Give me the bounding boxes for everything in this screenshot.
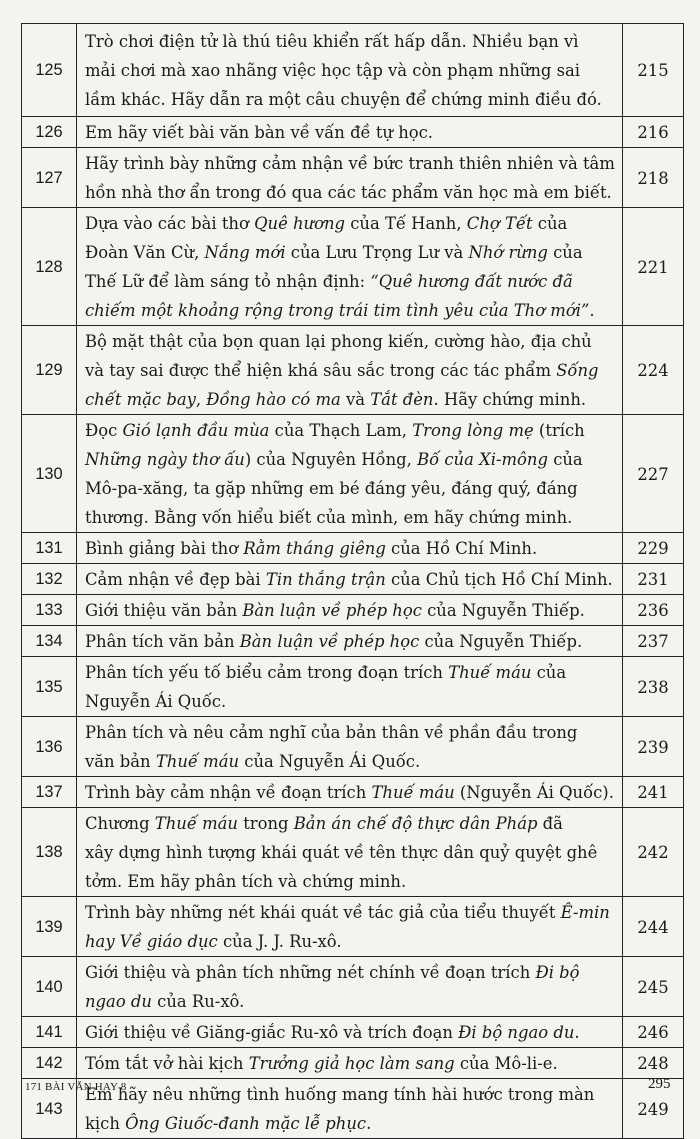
work-title-italic: Bàn luận về phép học — [242, 601, 422, 620]
title-text: và — [340, 390, 371, 409]
toc-title-line — [85, 1018, 614, 1047]
toc-title — [77, 808, 623, 897]
work-title-italic: Thuế máu — [448, 663, 532, 682]
toc-title-line — [85, 267, 614, 296]
toc-row — [22, 208, 684, 326]
title-text: mải chơi mà xao nhãng việc học tập và còn phạm những sai — [85, 61, 581, 80]
work-title-italic: Nhớ rừng — [468, 243, 548, 262]
title-text: của Chủ tịch Hồ Chí Minh. — [385, 570, 613, 589]
title-text: Bộ mặt thật của bọn quan lại phong kiến, cường hào, địa chủ — [85, 332, 592, 351]
toc-number: 131 — [22, 533, 77, 564]
toc-page-number: 221 — [623, 208, 684, 326]
title-text: của Hồ Chí Minh. — [385, 539, 538, 558]
toc-number: 138 — [22, 808, 77, 897]
title-text: Bình giảng bài thơ — [85, 539, 244, 558]
work-title-italic: Tắt đèn — [370, 390, 434, 409]
toc-number: 129 — [22, 326, 77, 415]
toc-page-number: 241 — [623, 777, 684, 808]
toc-title — [77, 24, 623, 117]
toc-title-line — [85, 178, 614, 207]
toc-page-number: 249 — [623, 1079, 684, 1139]
toc-title-line — [85, 565, 614, 594]
title-text: Phân tích và nêu cảm nghĩ của bản thân về phần đầu trong — [85, 723, 578, 742]
work-title-italic: Thuế máu — [154, 814, 238, 833]
toc-title — [77, 415, 623, 533]
work-title-italic: Đi bộ ngao du — [458, 1023, 575, 1042]
toc-page-number: 224 — [623, 326, 684, 415]
title-text: của Nguyễn Ái Quốc. — [239, 752, 421, 771]
title-text: Giới thiệu và phân tích những nét chính về đoạn trích — [85, 963, 536, 982]
title-text: Trình bày cảm nhận về đoạn trích — [85, 783, 372, 802]
title-text: . — [366, 1114, 372, 1133]
title-text: (Nguyễn Ái Quốc). — [454, 783, 614, 802]
title-text: (trích — [533, 421, 585, 440]
toc-row — [22, 326, 684, 415]
toc-title — [77, 717, 623, 777]
work-title-italic: Bàn luận về phép học — [239, 632, 420, 651]
toc-number: 143 — [22, 1079, 77, 1139]
toc-page-number: 244 — [623, 897, 684, 957]
toc-row — [22, 533, 684, 564]
work-title-italic: Bản án chế độ thực dân Pháp — [293, 814, 538, 833]
toc-title-line — [85, 118, 614, 147]
page-number: 295 — [648, 1076, 671, 1092]
toc-title-line — [85, 1080, 614, 1109]
title-text: và tay sai được thể hiện khá sâu sắc trong các tác phẩm — [85, 361, 557, 380]
toc-row — [22, 24, 684, 117]
toc-title-line — [85, 27, 614, 56]
toc-row — [22, 808, 684, 897]
work-title-italic: Trưởng giả học làm sang — [248, 1054, 455, 1073]
toc-title — [77, 1079, 623, 1139]
toc-page-number: 231 — [623, 564, 684, 595]
book-title-footer: 171 BÀI VĂN HAY 8 — [25, 1081, 127, 1093]
toc-title — [77, 595, 623, 626]
work-title-italic: Rằm tháng giêng — [243, 539, 386, 558]
toc-row — [22, 148, 684, 208]
toc-page-number: 242 — [623, 808, 684, 897]
toc-page-number: 238 — [623, 657, 684, 717]
title-text: của Mô-li-e. — [454, 1054, 558, 1073]
work-title-italic: Thuế máu — [371, 783, 455, 802]
toc-number: 133 — [22, 595, 77, 626]
work-title-italic: Ông Giuốc-đanh mặc lễ phục — [125, 1114, 367, 1133]
toc-row — [22, 957, 684, 1017]
toc-number: 132 — [22, 564, 77, 595]
work-title-italic: Trong lòng mẹ — [412, 421, 534, 440]
title-text: của Lưu Trọng Lư và — [285, 243, 469, 262]
toc-row — [22, 1017, 684, 1048]
toc-number: 142 — [22, 1048, 77, 1079]
toc-number: 140 — [22, 957, 77, 1017]
toc-title-line — [85, 778, 614, 807]
title-text: của J. J. Ru-xô. — [217, 932, 342, 951]
toc-title-line — [85, 867, 614, 896]
title-text: của — [547, 243, 583, 262]
toc-number: 136 — [22, 717, 77, 777]
work-title-italic: Chợ Tết — [466, 214, 533, 233]
title-text: đã — [537, 814, 563, 833]
toc-number: 130 — [22, 415, 77, 533]
title-text: Phân tích yếu tố biểu cảm trong đoạn trích — [85, 663, 449, 682]
title-text: Em hãy viết bài văn bàn về vấn đề tự học. — [85, 123, 434, 142]
toc-row — [22, 777, 684, 808]
toc-title-line — [85, 356, 614, 385]
work-title-italic: chết mặc bay — [85, 390, 196, 409]
title-text: văn bản — [85, 752, 156, 771]
toc-title-line — [85, 416, 614, 445]
toc-title — [77, 1048, 623, 1079]
title-text: Chương — [85, 814, 155, 833]
title-text: Mô-pa-xăng, ta gặp những em bé đáng yêu, đáng quý, đáng — [85, 479, 578, 498]
work-title-italic: “Quê hương đất nước đã — [370, 272, 573, 291]
work-title-italic: Quê hương — [254, 214, 346, 233]
toc-page-number: 239 — [623, 717, 684, 777]
title-text: . Hãy chứng minh. — [433, 390, 587, 409]
title-text: của Tế Hanh, — [345, 214, 467, 233]
title-text: lầm khác. Hãy dẫn ra một câu chuyện để chứng minh điều đó. — [85, 90, 602, 109]
title-text: Đoàn Văn Cừ, — [85, 243, 205, 262]
toc-number: 126 — [22, 117, 77, 148]
toc-number: 141 — [22, 1017, 77, 1048]
title-text: Dựa vào các bài thơ — [85, 214, 255, 233]
toc-body — [22, 24, 684, 1139]
toc-page-number: 246 — [623, 1017, 684, 1048]
title-text: Phân tích văn bản — [85, 632, 240, 651]
work-title-italic: Gió lạnh đầu mùa — [122, 421, 270, 440]
table-of-contents — [21, 23, 684, 1139]
toc-page-number: 229 — [623, 533, 684, 564]
title-text: của Nguyễn Thiếp. — [421, 601, 585, 620]
toc-title — [77, 1017, 623, 1048]
toc-title — [77, 117, 623, 148]
work-title-italic: Ê-min — [560, 903, 610, 922]
toc-title — [77, 777, 623, 808]
toc-row — [22, 564, 684, 595]
title-text: Trò chơi điện tử là thú tiêu khiển rất hấp dẫn. Nhiều bạn vì — [85, 32, 579, 51]
toc-title-line — [85, 987, 614, 1016]
toc-row — [22, 117, 684, 148]
toc-page-number: 215 — [623, 24, 684, 117]
toc-number: 139 — [22, 897, 77, 957]
toc-title-line — [85, 296, 614, 325]
toc-title-line — [85, 747, 614, 776]
title-text: Nguyễn Ái Quốc. — [85, 692, 227, 711]
work-title-italic: Thuế máu — [155, 752, 240, 771]
title-text: ) của Nguyên Hồng, — [244, 450, 418, 469]
work-title-italic: ngao du — [85, 992, 152, 1011]
title-text: Đọc — [85, 421, 123, 440]
toc-title-line — [85, 838, 614, 867]
toc-title — [77, 957, 623, 1017]
toc-title-line — [85, 503, 614, 532]
toc-title — [77, 326, 623, 415]
work-title-italic: Đi bộ — [535, 963, 580, 982]
title-text: xây dựng hình tượng khái quát về tên thực dân quỷ quyệt ghê — [85, 843, 598, 862]
toc-row — [22, 626, 684, 657]
toc-number: 137 — [22, 777, 77, 808]
title-text: hồn nhà thơ ẩn trong đó qua các tác phẩm văn học mà em biết. — [85, 183, 612, 202]
toc-title-line — [85, 238, 614, 267]
toc-title-line — [85, 209, 614, 238]
toc-page-number: 216 — [623, 117, 684, 148]
title-text: , — [195, 390, 207, 409]
toc-number: 135 — [22, 657, 77, 717]
work-title-italic: chiếm một khoảng rộng trong trái tim tình yêu của Thơ mới” — [85, 301, 590, 320]
toc-title-line — [85, 534, 614, 563]
toc-row — [22, 897, 684, 957]
toc-number: 127 — [22, 148, 77, 208]
toc-title-line — [85, 149, 614, 178]
toc-number: 134 — [22, 626, 77, 657]
toc-page-number: 236 — [623, 595, 684, 626]
toc-title-line — [85, 85, 614, 114]
toc-row — [22, 415, 684, 533]
title-text: thương. Bằng vốn hiểu biết của mình, em hãy chứng minh. — [85, 508, 573, 527]
title-text: Hãy trình bày những cảm nhận về bức tranh thiên nhiên và tâm — [85, 154, 615, 173]
toc-title — [77, 657, 623, 717]
toc-title-line — [85, 958, 614, 987]
toc-row — [22, 657, 684, 717]
work-title-italic: Sống — [556, 361, 599, 380]
title-text: Tóm tắt vở hài kịch — [85, 1054, 249, 1073]
work-title-italic: Bố của Xi-mông — [417, 450, 548, 469]
toc-title — [77, 533, 623, 564]
toc-title-line — [85, 327, 614, 356]
toc-title-line — [85, 1109, 614, 1138]
toc-number: 128 — [22, 208, 77, 326]
title-text: Em hãy nêu những tình huống mang tính hài hước trong màn — [85, 1085, 595, 1104]
toc-title-line — [85, 445, 614, 474]
toc-row — [22, 1048, 684, 1079]
toc-title — [77, 208, 623, 326]
work-title-italic: Tin thắng trận — [265, 570, 386, 589]
work-title-italic: Những ngày thơ ấu — [85, 450, 245, 469]
toc-title-line — [85, 927, 614, 956]
work-title-italic: Nắng mới — [204, 243, 286, 262]
work-title-italic: Đồng hào có ma — [206, 390, 341, 409]
toc-title — [77, 897, 623, 957]
title-text: Giới thiệu về Giăng-giắc Ru-xô và trích đoạn — [85, 1023, 459, 1042]
toc-row — [22, 717, 684, 777]
toc-title-line — [85, 687, 614, 716]
title-text: của — [531, 663, 567, 682]
title-text: của Nguyễn Thiếp. — [419, 632, 583, 651]
toc-title-line — [85, 658, 614, 687]
toc-title-line — [85, 627, 614, 656]
toc-title — [77, 626, 623, 657]
toc-number: 125 — [22, 24, 77, 117]
toc-title — [77, 148, 623, 208]
toc-page-number: 245 — [623, 957, 684, 1017]
title-text: tởm. Em hãy phân tích và chứng minh. — [85, 872, 407, 891]
toc-page-number: 218 — [623, 148, 684, 208]
title-text: trong — [238, 814, 294, 833]
toc-title-line — [85, 809, 614, 838]
title-text: Giới thiệu văn bản — [85, 601, 243, 620]
toc-page-number: 248 — [623, 1048, 684, 1079]
toc-title — [77, 564, 623, 595]
title-text: của — [532, 214, 568, 233]
toc-row — [22, 595, 684, 626]
toc-page-number: 237 — [623, 626, 684, 657]
toc-title-line — [85, 474, 614, 503]
title-text: của — [547, 450, 583, 469]
toc-title-line — [85, 56, 614, 85]
title-text: của Ru-xô. — [151, 992, 245, 1011]
title-text: Cảm nhận về đẹp bài — [85, 570, 266, 589]
title-text: kịch — [85, 1114, 126, 1133]
toc-page-number: 227 — [623, 415, 684, 533]
toc-title-line — [85, 596, 614, 625]
toc-title-line — [85, 1049, 614, 1078]
title-text: của Thạch Lam, — [269, 421, 413, 440]
title-text: Thế Lữ để làm sáng tỏ nhận định: — [85, 272, 371, 291]
toc-title-line — [85, 718, 614, 747]
toc-title-line — [85, 898, 614, 927]
toc-title-line — [85, 385, 614, 414]
work-title-italic: hay Về giáo dục — [85, 932, 218, 951]
title-text: . — [589, 301, 595, 320]
title-text: Trình bày những nét khái quát về tác giả của tiểu thuyết — [85, 903, 561, 922]
title-text: . — [574, 1023, 580, 1042]
